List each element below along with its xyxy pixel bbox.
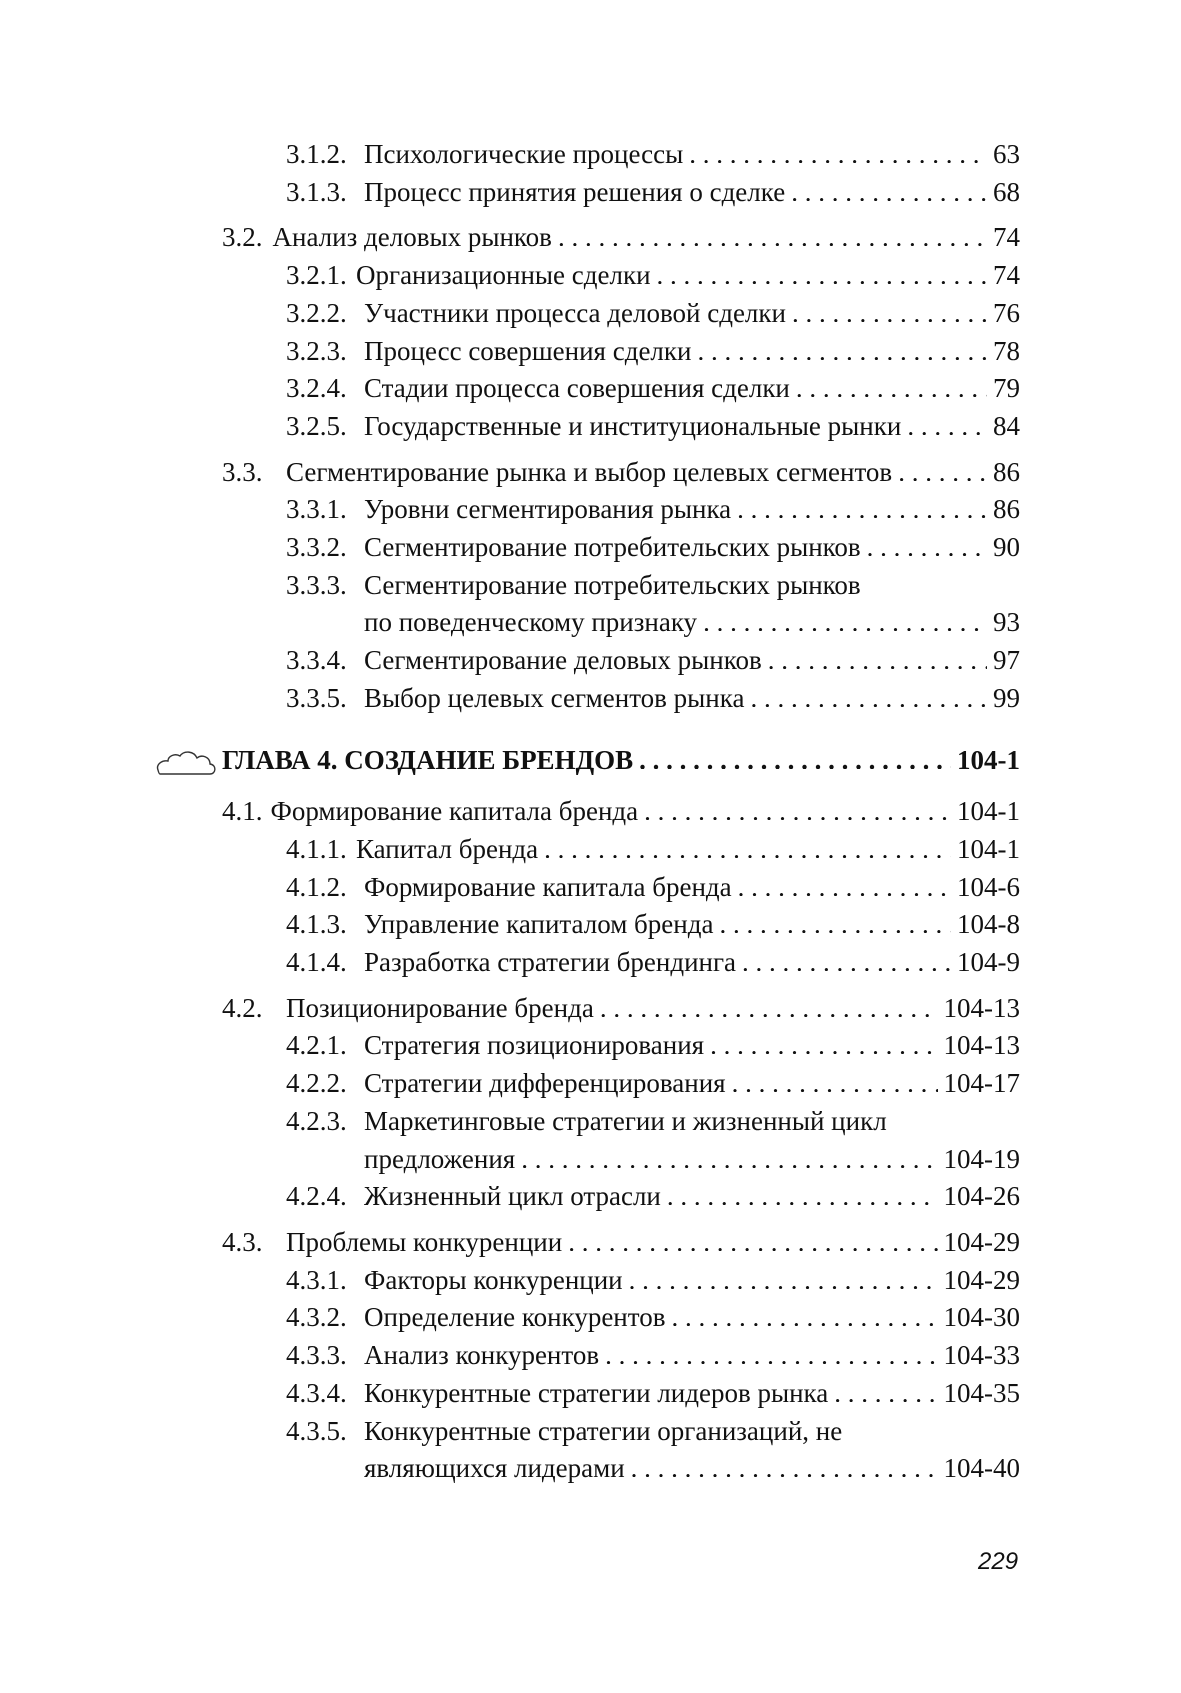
toc-title: Стратегии дифференцирования <box>364 1068 726 1099</box>
toc-page: 104-30 <box>943 1302 1020 1333</box>
toc-entry[interactable] <box>222 1299 1020 1337</box>
toc-number: 3.2.5. <box>286 410 347 441</box>
toc-number: 3.2.1. <box>286 260 347 291</box>
toc-number: 4.2.4. <box>286 1181 347 1212</box>
toc-title: Уровни сегментирования рынка <box>364 494 732 525</box>
dot-leader <box>732 1065 938 1092</box>
toc-section-entry[interactable] <box>222 219 1020 257</box>
toc-entry-continuation[interactable] <box>222 1450 1020 1488</box>
dot-leader <box>600 990 938 1017</box>
toc-page: 86 <box>993 456 1020 487</box>
toc-title: Жизненный цикл отрасли <box>364 1181 661 1212</box>
toc-number: 4.1. <box>222 796 263 827</box>
toc-page: 104-40 <box>943 1453 1020 1484</box>
toc-page: 84 <box>993 410 1020 441</box>
toc-entry[interactable] <box>222 257 1020 295</box>
toc-number: 4.3.1. <box>286 1264 347 1295</box>
toc-title: Разработка стратегии брендинга <box>364 947 737 978</box>
dot-leader <box>719 906 951 933</box>
toc-number: 4.2.2. <box>286 1068 347 1099</box>
toc-page: 104-13 <box>943 992 1020 1023</box>
toc-number: 3.3.1. <box>286 494 347 525</box>
dot-leader <box>768 642 987 669</box>
toc-number: 4.2.3. <box>286 1105 347 1136</box>
toc-page: 104-1 <box>957 744 1020 775</box>
toc-entry[interactable] <box>222 869 1020 907</box>
toc-entry[interactable] <box>222 567 1020 605</box>
toc-entry[interactable] <box>222 1337 1020 1375</box>
toc-number: 3.2.3. <box>286 335 347 366</box>
dot-leader <box>558 219 987 246</box>
toc-section-entry[interactable] <box>222 793 1020 831</box>
toc-title: Сегментирование потребительских рынков <box>364 569 861 600</box>
dot-leader <box>644 793 951 820</box>
toc-entry[interactable] <box>222 1027 1020 1065</box>
toc-page: 104-6 <box>957 871 1020 902</box>
toc-title: Выбор целевых сегментов рынка <box>364 682 745 713</box>
dot-leader <box>738 869 951 896</box>
toc-number: 3.3. <box>222 456 263 487</box>
dot-leader <box>737 491 987 518</box>
toc-page: 104-9 <box>957 947 1020 978</box>
dot-leader <box>521 1141 937 1168</box>
toc-title: Процесс принятия решения о сделке <box>364 176 786 207</box>
toc-entry-continuation[interactable] <box>222 604 1020 642</box>
dot-leader <box>689 136 987 163</box>
dot-leader <box>703 604 987 631</box>
toc-entry[interactable] <box>222 529 1020 567</box>
toc-title: Психологические процессы <box>364 139 684 169</box>
toc-title: Сегментирование рынка и выбор целевых сегментов <box>286 456 893 487</box>
toc-title: Анализ конкурентов <box>364 1340 600 1371</box>
toc-title: Стратегия позиционирования <box>364 1030 705 1061</box>
toc-number: 4.3.4. <box>286 1377 347 1408</box>
toc-title: являющихся лидерами <box>364 1453 625 1484</box>
toc-number: 4.1.2. <box>286 871 347 902</box>
toc-number: 3.2. <box>222 222 263 253</box>
toc-entry[interactable] <box>222 944 1020 982</box>
toc-page: 79 <box>993 373 1020 404</box>
toc-page: 104-29 <box>943 1226 1020 1257</box>
toc-title: Управление капиталом бренда <box>364 909 714 940</box>
toc-page: 104-26 <box>943 1181 1020 1212</box>
dot-leader <box>907 408 987 435</box>
toc-number: 4.3.3. <box>286 1340 347 1371</box>
toc-entry[interactable] <box>222 333 1020 371</box>
dot-leader <box>671 1299 937 1326</box>
toc-number: 4.1.3. <box>286 909 347 940</box>
toc-page: 104-33 <box>943 1340 1020 1371</box>
toc-page: 76 <box>993 297 1020 328</box>
toc-title: Конкурентные стратегии организаций, не <box>364 1415 843 1446</box>
toc-entry[interactable] <box>222 642 1020 680</box>
toc-page: 104-8 <box>957 909 1020 940</box>
toc-entry[interactable] <box>222 136 1020 174</box>
toc-page: 97 <box>993 645 1020 676</box>
toc-section-entry[interactable] <box>222 454 1020 492</box>
toc-number: 3.1.2. <box>286 139 347 169</box>
toc-title: Формирование капитала бренда <box>364 871 732 902</box>
toc-title: Анализ деловых рынков <box>272 222 552 253</box>
toc-page: 74 <box>993 260 1020 291</box>
dot-leader <box>697 333 987 360</box>
toc-entry[interactable] <box>222 491 1020 529</box>
toc-page: 63 <box>993 139 1020 169</box>
toc-entry[interactable] <box>222 1262 1020 1300</box>
page-number: 229 <box>978 1548 1019 1575</box>
toc-entry[interactable] <box>222 370 1020 408</box>
toc-number: 3.1.3. <box>286 176 347 207</box>
toc-title: Маркетинговые стратегии и жизненный цикл <box>364 1105 887 1136</box>
toc-title: Определение конкурентов <box>364 1302 666 1333</box>
toc-page: 104-17 <box>943 1068 1020 1099</box>
dot-leader <box>796 370 987 397</box>
toc-page: 104-1 <box>957 833 1020 864</box>
toc-title: Государственные и институциональные рынки <box>364 410 902 441</box>
dot-leader <box>898 454 987 481</box>
dot-leader <box>791 174 987 201</box>
toc-title: Конкурентные стратегии лидеров рынка <box>364 1377 829 1408</box>
toc-title: Проблемы конкуренции <box>286 1226 563 1257</box>
toc-entry[interactable] <box>222 831 1020 869</box>
toc-entry[interactable] <box>222 680 1020 718</box>
dot-leader <box>629 1262 938 1289</box>
toc-number: 4.3.2. <box>286 1302 347 1333</box>
dot-leader <box>710 1027 937 1054</box>
toc-entry[interactable] <box>222 174 1020 212</box>
toc-page: 86 <box>993 494 1020 525</box>
dot-leader <box>834 1375 937 1402</box>
toc-title: Организационные сделки <box>356 260 651 291</box>
toc-section-entry[interactable] <box>222 1224 1020 1262</box>
toc-title: по поведенческому признаку <box>364 607 698 638</box>
dot-leader <box>750 680 987 707</box>
dot-leader <box>544 831 951 858</box>
toc-entry[interactable] <box>222 906 1020 944</box>
toc-number: 4.1.4. <box>286 947 347 978</box>
toc-title: Факторы конкуренции <box>364 1264 623 1295</box>
dot-leader <box>742 944 951 971</box>
toc-number: 4.2.1. <box>286 1030 347 1061</box>
table-of-contents <box>222 136 1020 1488</box>
toc-section-entry[interactable] <box>222 990 1020 1028</box>
toc-number: 3.2.2. <box>286 297 347 328</box>
toc-page: 99 <box>993 682 1020 713</box>
dot-leader <box>667 1178 938 1205</box>
toc-page: 68 <box>993 176 1020 207</box>
toc-page: 104-13 <box>943 1030 1020 1061</box>
toc-number: 3.2.4. <box>286 373 347 404</box>
toc-number: 4.3. <box>222 1226 263 1257</box>
toc-title: Формирование капитала бренда <box>270 796 639 827</box>
toc-entry[interactable] <box>222 1413 1020 1451</box>
dot-leader <box>867 529 987 556</box>
toc-number: 4.1.1. <box>286 833 347 864</box>
toc-title: Позиционирование бренда <box>286 992 594 1023</box>
toc-entry[interactable] <box>222 295 1020 333</box>
toc-page: 104-29 <box>943 1264 1020 1295</box>
toc-entry[interactable] <box>222 1178 1020 1216</box>
dot-leader <box>657 257 987 284</box>
toc-number: 3.3.4. <box>286 645 347 676</box>
toc-title: предложения <box>364 1143 516 1174</box>
toc-page: 74 <box>993 222 1020 253</box>
dot-leader <box>792 295 987 322</box>
toc-entry[interactable] <box>222 408 1020 446</box>
toc-number: 3.3.2. <box>286 532 347 563</box>
dot-leader <box>639 742 951 769</box>
toc-number: 4.3.5. <box>286 1415 347 1446</box>
toc-page: 78 <box>993 335 1020 366</box>
toc-number: 4.2. <box>222 992 263 1023</box>
toc-title: Процесс совершения сделки <box>364 335 692 366</box>
toc-entry-continuation[interactable] <box>222 1141 1020 1179</box>
toc-page: 104-35 <box>943 1377 1020 1408</box>
toc-title: Капитал бренда <box>356 833 539 864</box>
toc-entry[interactable] <box>222 1065 1020 1103</box>
toc-title: Стадии процесса совершения сделки <box>364 373 790 404</box>
toc-page: 90 <box>993 532 1020 563</box>
toc-page: 93 <box>993 607 1020 638</box>
toc-page: 104-19 <box>943 1143 1020 1174</box>
toc-title: Участники процесса деловой сделки <box>364 297 786 328</box>
dot-leader <box>568 1224 937 1251</box>
toc-entry[interactable] <box>222 1375 1020 1413</box>
dot-leader <box>631 1450 938 1477</box>
dot-leader <box>605 1337 937 1364</box>
chapter-title: ГЛАВА 4. СОЗДАНИЕ БРЕНДОВ <box>222 744 634 775</box>
toc-number: 3.3.3. <box>286 569 347 600</box>
toc-chapter-entry[interactable] <box>222 742 1020 780</box>
toc-number: 3.3.5. <box>286 682 347 713</box>
toc-title: Сегментирование деловых рынков <box>364 645 762 676</box>
toc-entry[interactable] <box>222 1103 1020 1141</box>
toc-title: Сегментирование потребительских рынков <box>364 532 861 563</box>
toc-page: 104-1 <box>957 796 1020 827</box>
cloud-icon <box>154 748 218 778</box>
